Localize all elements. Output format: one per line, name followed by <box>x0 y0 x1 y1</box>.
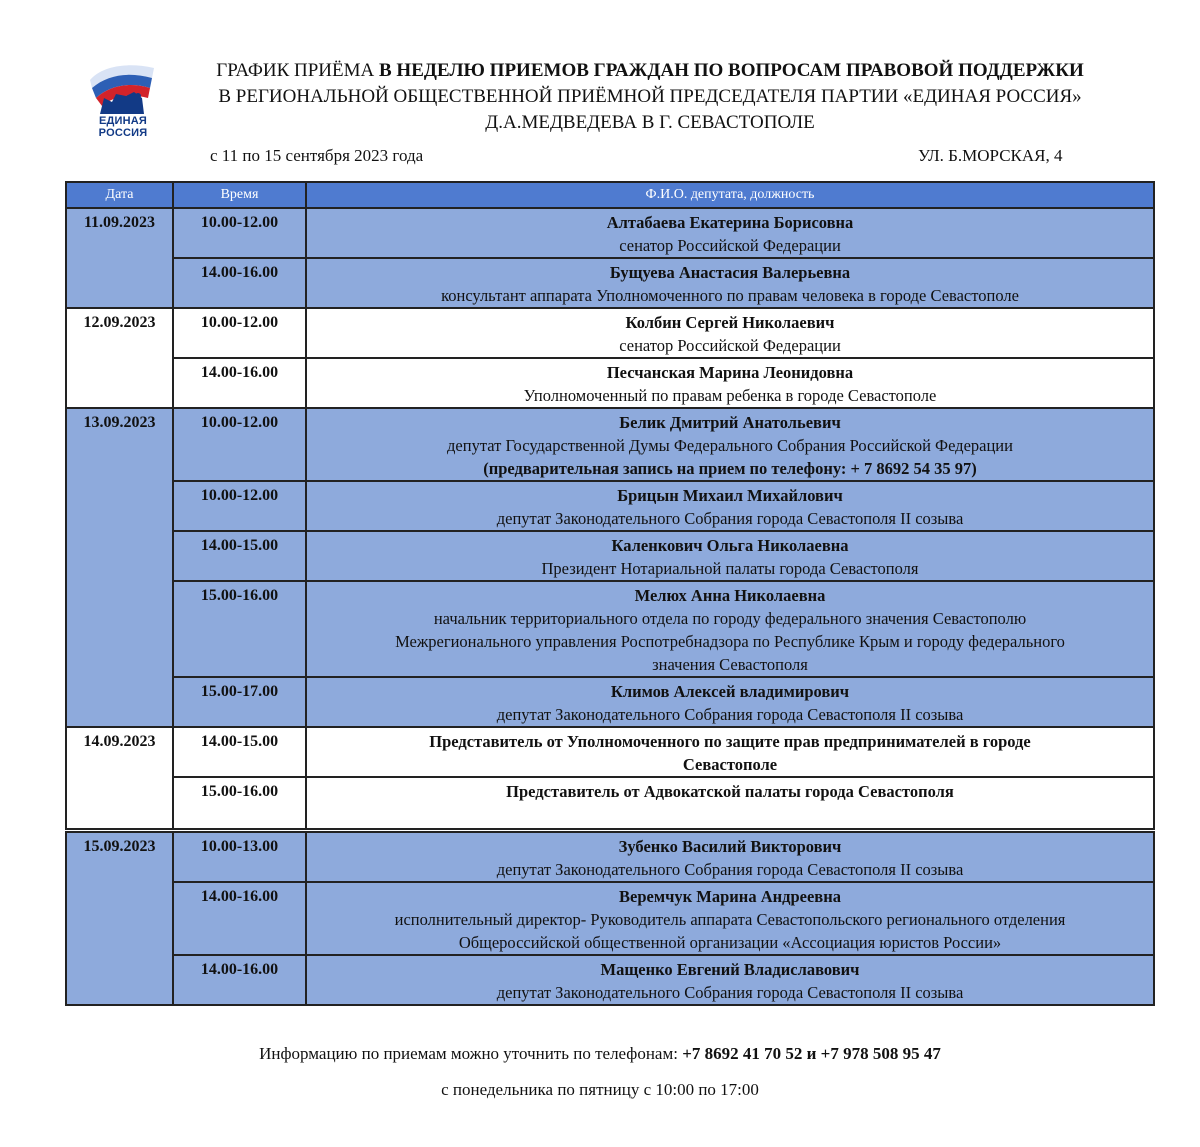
person-cell <box>306 882 1154 955</box>
table-row <box>66 531 1154 581</box>
date-cell: 12.09.2023 <box>66 308 173 408</box>
time-cell: 14.00-16.00 <box>173 955 306 1005</box>
person-cell <box>306 258 1154 308</box>
person-cell <box>306 832 1154 882</box>
person-name: Веремчук Марина Андреевна <box>619 887 841 906</box>
schedule-table <box>65 181 1155 1006</box>
person-cell <box>306 677 1154 727</box>
title-line-bold: В НЕДЕЛЮ ПРИЕМОВ ГРАЖДАН ПО ВОПРОСАМ ПРАВОВОЙ ПОДДЕРЖКИ <box>379 60 1084 81</box>
table-row <box>66 955 1154 1005</box>
appointment-note: (предварительная запись на прием по телефону: + 7 8692 54 35 97) <box>483 459 977 478</box>
person-name: Мащенко Евгений Владиславович <box>600 960 860 979</box>
time-cell: 15.00-17.00 <box>173 677 306 727</box>
document-title <box>170 58 1130 136</box>
person-position: сенатор Российской Федерации <box>619 336 841 355</box>
person-name: Алтабаева Екатерина Борисовна <box>606 213 854 232</box>
person-position: Президент Нотариальной палаты города Севастополя <box>541 559 919 578</box>
person-position: Межрегионального управления Роспотребнадзора по Республике Крым и городу федерального <box>395 632 1065 651</box>
period-text: с 11 по 15 сентября 2023 года <box>210 146 424 165</box>
table-row <box>66 408 1154 481</box>
person-cell <box>306 955 1154 1005</box>
person-name: Каленкович Ольга Николаевна <box>611 536 849 555</box>
date-cell: 11.09.2023 <box>66 208 173 308</box>
title-line <box>170 84 1130 110</box>
person-name: Зубенко Василий Викторович <box>618 837 842 856</box>
title-line <box>170 58 1130 84</box>
flag-bear-icon <box>82 58 164 116</box>
footer-info-text: Информацию по приемам можно уточнить по телефонам: <box>259 1044 683 1063</box>
time-cell: 10.00-12.00 <box>173 481 306 531</box>
column-header-date: Дата <box>66 182 173 208</box>
title-line-normal: ГРАФИК ПРИЁМА <box>216 60 379 81</box>
table-row <box>66 727 1154 777</box>
representative-text: Представитель от Адвокатской палаты города Севастополя <box>506 782 954 801</box>
person-position: депутат Государственной Думы Федерального Собрания Российской Федерации <box>447 436 1013 455</box>
table-row <box>66 882 1154 955</box>
person-position: исполнительный директор- Руководитель аппарата Севастопольского регионального отделения <box>394 910 1066 929</box>
party-logo <box>82 58 164 144</box>
person-position: значения Севастополя <box>652 655 808 674</box>
person-cell <box>306 777 1154 829</box>
person-position: консультант аппарата Уполномоченного по правам человека в городе Севастополе <box>441 286 1019 305</box>
person-name: Бущуева Анастасия Валерьевна <box>609 263 851 282</box>
person-position: Уполномоченный по правам ребенка в городе Севастополе <box>523 386 937 405</box>
person-position: сенатор Российской Федерации <box>619 236 841 255</box>
table-row <box>66 777 1154 829</box>
address-text: УЛ. Б.МОРСКАЯ, 4 <box>918 146 1063 165</box>
person-cell <box>306 581 1154 677</box>
person-name: Колбин Сергей Николаевич <box>625 313 835 332</box>
time-cell: 10.00-12.00 <box>173 208 306 258</box>
time-cell: 15.00-16.00 <box>173 777 306 829</box>
footer-phones: +7 8692 41 70 52 и +7 978 508 95 47 <box>682 1044 941 1063</box>
table-row <box>66 358 1154 408</box>
person-cell <box>306 208 1154 258</box>
person-cell <box>306 531 1154 581</box>
date-cell: 15.09.2023 <box>66 832 173 1005</box>
title-line-normal: В РЕГИОНАЛЬНОЙ ОБЩЕСТВЕННОЙ ПРИЁМНОЙ ПРЕДСЕДАТЕЛЯ ПАРТИИ «ЕДИНАЯ РОССИЯ» <box>218 86 1082 107</box>
person-position: начальник территориального отдела по городу федерального значения Севастополю <box>433 609 1027 628</box>
time-cell: 14.00-15.00 <box>173 727 306 777</box>
person-name: Климов Алексей владимирович <box>610 682 850 701</box>
person-name: Брицын Михаил Михайлович <box>617 486 843 505</box>
title-line-normal: Д.А.МЕДВЕДЕВА В Г. СЕВАСТОПОЛЕ <box>485 112 815 133</box>
table-row <box>66 832 1154 882</box>
table-row <box>66 208 1154 258</box>
table-row <box>66 677 1154 727</box>
column-header-person: Ф.И.О. депутата, должность <box>306 182 1154 208</box>
title-line <box>170 110 1130 136</box>
person-cell <box>306 308 1154 358</box>
table-row <box>66 258 1154 308</box>
person-position: депутат Законодательного Собрания города Севастополя II созыва <box>496 509 964 528</box>
person-cell <box>306 358 1154 408</box>
table-header-row <box>66 182 1154 208</box>
person-cell <box>306 408 1154 481</box>
person-name: Белик Дмитрий Анатольевич <box>619 413 841 432</box>
column-header-time: Время <box>173 182 306 208</box>
time-cell: 14.00-15.00 <box>173 531 306 581</box>
table-row <box>66 308 1154 358</box>
person-cell <box>306 481 1154 531</box>
logo-text: ЕДИНАЯ РОССИЯ <box>98 115 148 139</box>
person-position: депутат Законодательного Собрания города Севастополя II созыва <box>496 983 964 1002</box>
time-cell: 14.00-16.00 <box>173 882 306 955</box>
representative-text: Севастополе <box>682 755 778 774</box>
time-cell: 10.00-12.00 <box>173 308 306 358</box>
person-name: Песчанская Марина Леонидовна <box>606 363 854 382</box>
person-position: депутат Законодательного Собрания города Севастополя II созыва <box>496 705 964 724</box>
person-cell <box>306 727 1154 777</box>
time-cell: 10.00-13.00 <box>173 832 306 882</box>
date-cell: 13.09.2023 <box>66 408 173 727</box>
time-cell: 14.00-16.00 <box>173 358 306 408</box>
time-cell: 15.00-16.00 <box>173 581 306 677</box>
date-cell: 14.09.2023 <box>66 727 173 829</box>
time-cell: 10.00-12.00 <box>173 408 306 481</box>
time-cell: 14.00-16.00 <box>173 258 306 308</box>
representative-text: Представитель от Уполномоченного по защите прав предпринимателей в городе <box>429 732 1031 751</box>
table-row <box>66 581 1154 677</box>
footer-hours: с понедельника по пятницу с 10:00 по 17:00 <box>441 1080 759 1099</box>
person-position: Общероссийской общественной организации «Ассоциация юристов России» <box>458 933 1002 952</box>
footer-info <box>0 1044 1200 1064</box>
person-position: депутат Законодательного Собрания города Севастополя II созыва <box>496 860 964 879</box>
person-name: Мелюх Анна Николаевна <box>634 586 826 605</box>
table-row <box>66 481 1154 531</box>
